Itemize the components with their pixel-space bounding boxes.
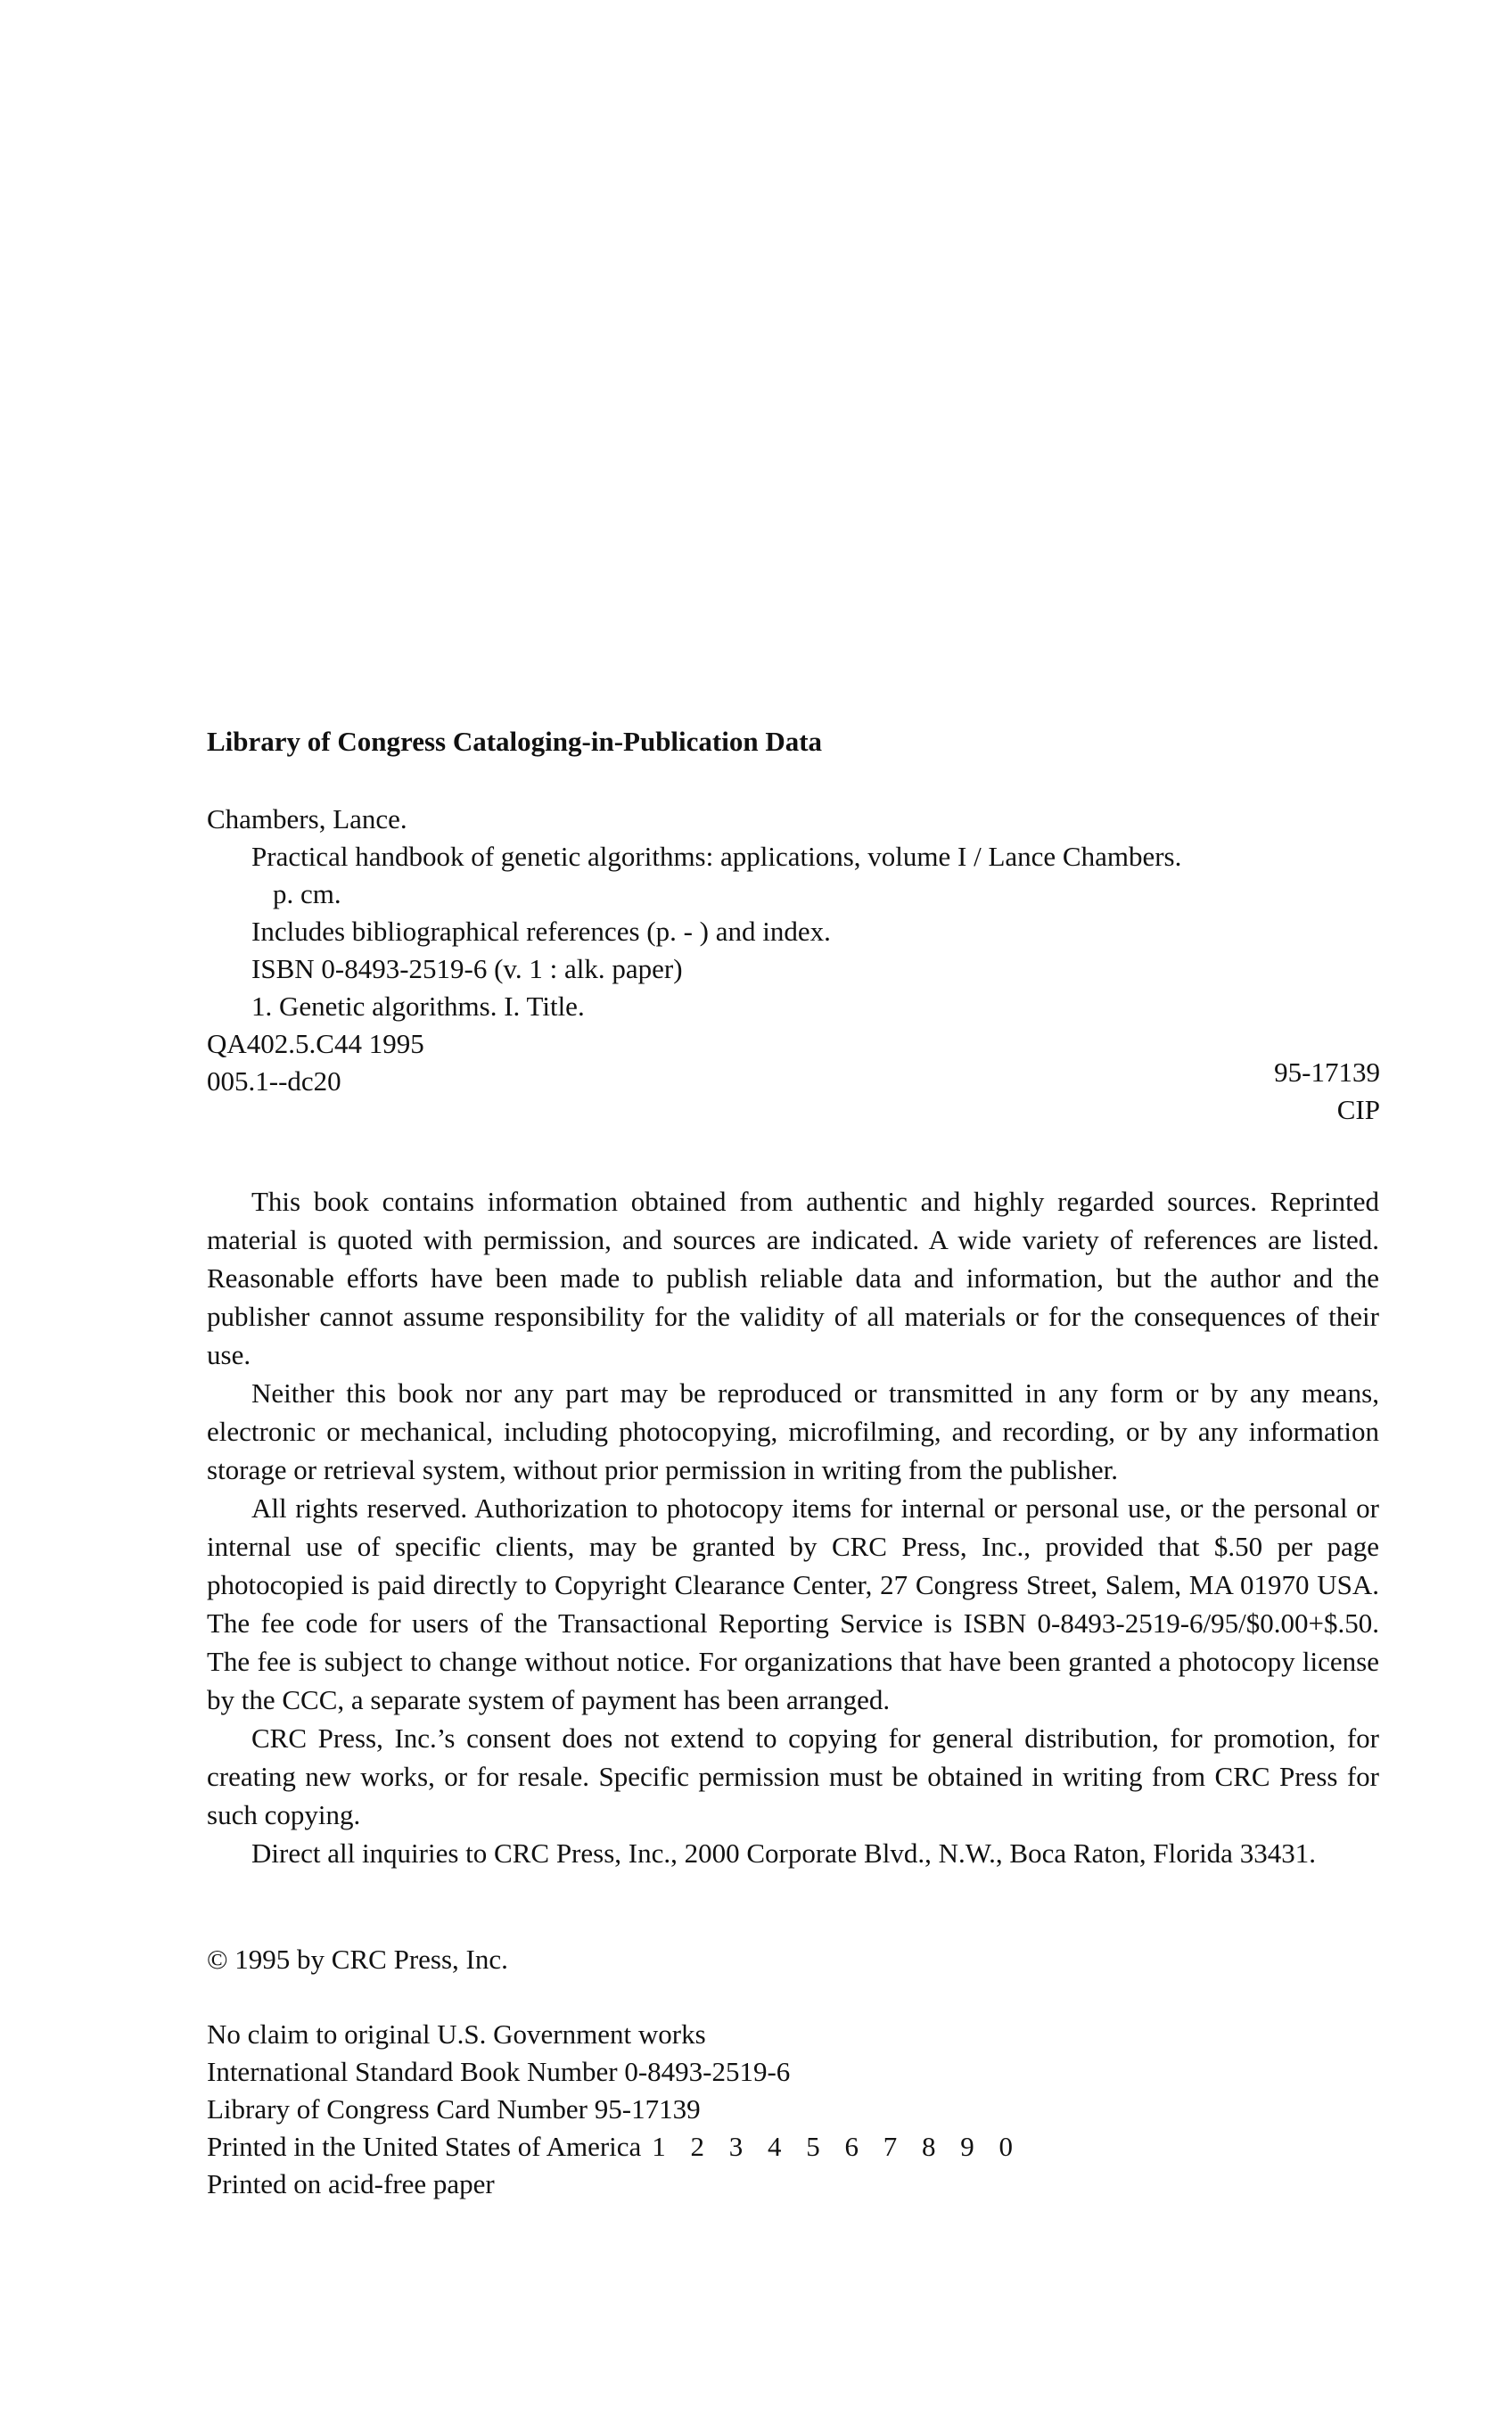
cip-record <box>207 801 1379 1100</box>
notice-paragraph-inquiries: Direct all inquiries to CRC Press, Inc., 2000 Corporate Blvd., N.W., Boca Raton, Florida 33431. <box>251 1837 1316 1869</box>
cip-label: CIP <box>1336 1094 1380 1125</box>
gov-works-line: No claim to original U.S. Government works <box>207 2018 706 2050</box>
rights-notice <box>207 1182 1379 1872</box>
notice-paragraph-consent: CRC Press, Inc.’s consent does not extend to copying for general distribution, for promotion, for creating new works, or for resale. Specific permission must be obtained in writing from CRC Press for such copying. <box>207 1722 1379 1830</box>
cip-notes: Includes bibliographical references (p. - ) and index. <box>251 916 831 947</box>
acid-free-line: Printed on acid-free paper <box>207 2168 495 2199</box>
cip-title: Practical handbook of genetic algorithms: applications, volume I / Lance Chambers. <box>251 841 1182 872</box>
colophon <box>207 2016 1379 2203</box>
cip-subjects: 1. Genetic algorithms. I. Title. <box>251 991 585 1022</box>
notice-paragraph-photocopy: All rights reserved. Authorization to photocopy items for internal or personal use, or the personal or internal use of specific clients, may be granted by CRC Press, Inc., provided that $.50 per page photocopied is paid directly to Copyright Clearance Center, 27 Congress Street, Salem, MA 01970 USA. The fee code for users of the Transactional Reporting Service is ISBN 0-8493-2519-6/95/$0.00+$.50. The fee is subject to change without notice. For organizations that have been granted a photocopy license by the CCC, a separate system of payment has been arranged. <box>207 1492 1379 1715</box>
cip-dewey: 005.1--dc20 <box>207 1065 341 1097</box>
isbn-line: International Standard Book Number 0-8493-2519-6 <box>207 2056 791 2087</box>
printed-in-text: Printed in the United States of America <box>207 2131 642 2162</box>
lccn-line: Library of Congress Card Number 95-17139 <box>207 2093 701 2125</box>
printed-in-line <box>207 2128 1379 2166</box>
copyright-line: © 1995 by CRC Press, Inc. <box>207 1944 508 1975</box>
cip-right-block <box>1221 1054 1380 1129</box>
cip-isbn: ISBN 0-8493-2519-6 (v. 1 : alk. paper) <box>251 953 683 984</box>
cip-lc-class: QA402.5.C44 1995 <box>207 1028 424 1059</box>
notice-paragraph-reproduction: Neither this book nor any part may be reproduced or transmitted in any form or by any means, electronic or mechanical, including photocopying, microfilming, and recording, or by any information storage or retrieval system, without prior permission in writing from the publisher. <box>207 1377 1379 1485</box>
notice-paragraph-sources: This book contains information obtained from authentic and highly regarded sources. Reprinted material is quoted with permission, and sources are indicated. A wide variety of references are listed. Reasonable efforts have been made to publish reliable data and information, but the author and the publisher cannot assume responsibility for the validity of all materials or for the consequences of their use. <box>207 1186 1379 1370</box>
printing-line-numbers: 1 2 3 4 5 6 7 8 9 0 <box>652 2131 1023 2162</box>
cip-physical: p. cm. <box>273 878 341 909</box>
cip-author: Chambers, Lance. <box>207 803 407 834</box>
cip-heading: Library of Congress Cataloging-in-Publication Data <box>207 726 823 757</box>
cip-lccn: 95-17139 <box>1274 1056 1380 1088</box>
